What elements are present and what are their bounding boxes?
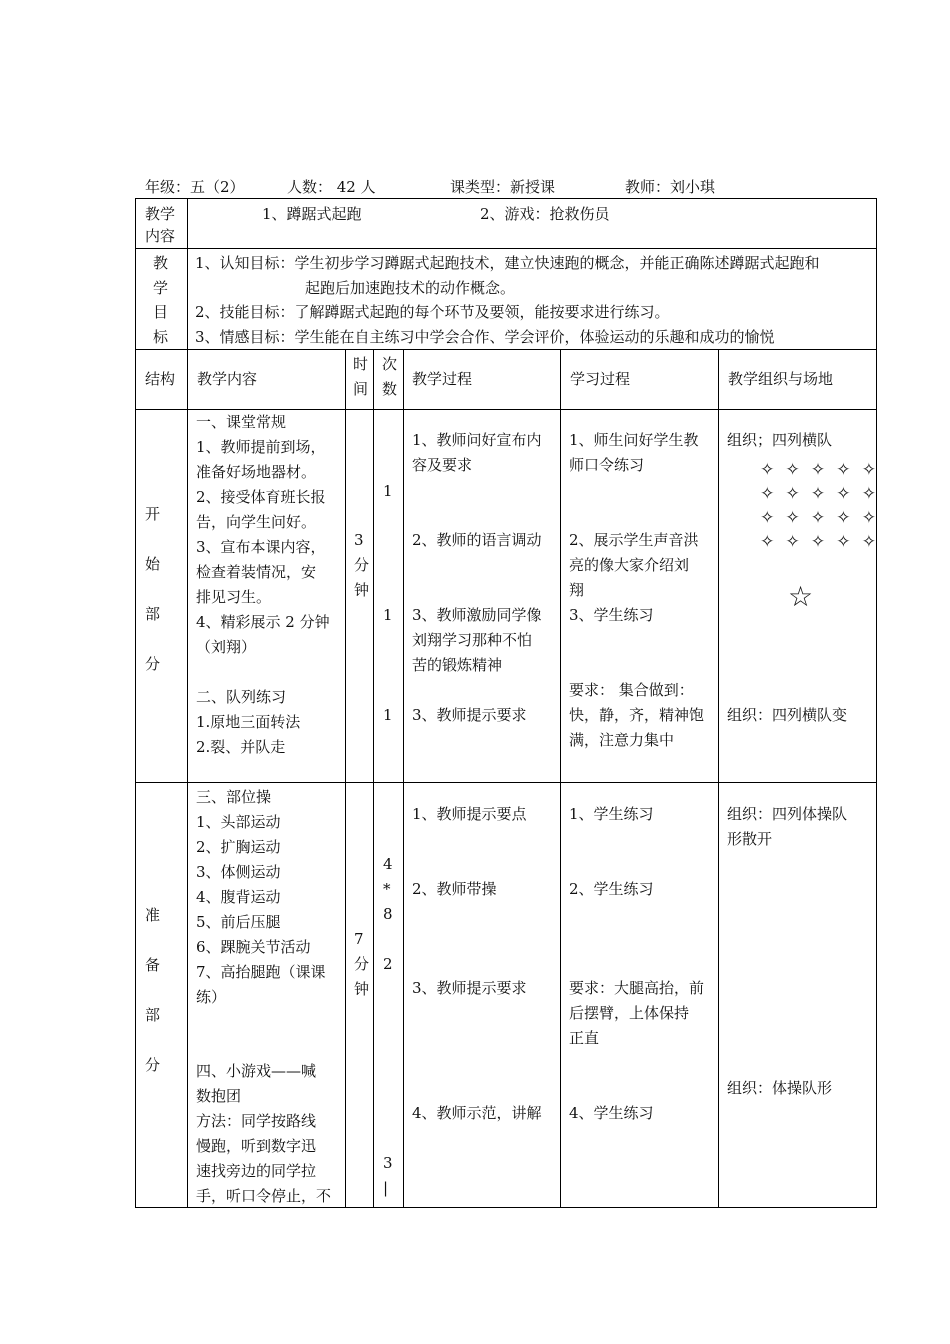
learn-line: 2、展示学生声音洪 (569, 531, 699, 549)
teach-line: 刘翔学习那种不怕 (412, 631, 533, 649)
section1-time-char: 分 (354, 556, 370, 574)
teach-line: 苦的锻炼精神 (412, 656, 503, 674)
learn-line: 3、学生练习 (569, 606, 654, 624)
teach-line: 4、教师示范，讲解 (412, 1104, 542, 1122)
grade-label: 年级：五（2） (145, 178, 245, 196)
section2-time-char: 7 (354, 930, 364, 948)
student-star-icon: ✧ (861, 532, 876, 552)
content-line: 1、教师提前到场， (196, 438, 326, 456)
student-star-icon: ✧ (861, 460, 876, 480)
content-item-2: 2、游戏：抢救伤员 (480, 205, 610, 223)
student-star-icon: ✧ (810, 532, 826, 552)
section1-name-char: 部 (145, 605, 161, 623)
student-star-icon: ✧ (785, 532, 800, 552)
col-header-organization: 教学组织与场地 (728, 370, 834, 388)
col-header-content: 教学内容 (197, 370, 258, 388)
reps-char: 8 (383, 905, 393, 923)
teach-line: 3、教师激励同学像 (412, 606, 542, 624)
formation-row (758, 506, 878, 530)
section2-org-1b: 形散开 (727, 830, 773, 848)
learn-line: 要求：大腿高抬，前 (569, 979, 705, 997)
learn-line: 快，静，齐，精神饱 (569, 706, 705, 724)
content-line: 告，向学生问好。 (196, 513, 317, 531)
content-line: 1、头部运动 (196, 813, 281, 831)
col-header-learning-process: 学习过程 (570, 370, 631, 388)
formation-row (758, 482, 878, 506)
teach-line: 3、教师提示要求 (412, 979, 527, 997)
reps-char: * (383, 880, 391, 898)
teach-line: 1、教师提示要点 (412, 805, 527, 823)
section1-time-char: 3 (354, 531, 364, 549)
student-star-icon: ✧ (760, 484, 775, 504)
col-header-teaching-process: 教学过程 (412, 370, 473, 388)
student-star-icon: ✧ (760, 508, 775, 528)
learn-line: 4、学生练习 (569, 1104, 654, 1122)
section1-reps: 1 (383, 606, 393, 624)
section2-name-char: 准 (145, 906, 161, 924)
learn-line: 要求： 集合做到： (569, 681, 694, 699)
section1-name-char: 分 (145, 655, 161, 673)
learn-line: 师口令练习 (569, 456, 645, 474)
teach-line: 容及要求 (412, 456, 473, 474)
student-star-icon: ✧ (836, 532, 851, 552)
teach-line: 2、教师带操 (412, 880, 497, 898)
content-row-label-1: 教学 (145, 205, 176, 223)
lesson-type-label: 课类型：新授课 (450, 178, 556, 196)
section1-reps: 1 (383, 482, 393, 500)
col-header-time-2: 间 (353, 380, 369, 398)
content-line: 速找旁边的同学拉 (196, 1162, 317, 1180)
student-star-icon: ✧ (861, 508, 876, 528)
goal-line-4: 3、情感目标：学生能在自主练习中学会合作、学会评价，体验运动的乐趣和成功的愉悦 (195, 328, 775, 346)
teach-line: 1、教师问好宣布内 (412, 431, 542, 449)
content-line: 一、课堂常规 (196, 413, 287, 431)
goal-line-2: 起跑后加速跑技术的动作概念。 (305, 279, 516, 297)
learn-line: 2、学生练习 (569, 880, 654, 898)
section2-org-1: 组织：四列体操队 (727, 805, 848, 823)
content-item-1: 1、蹲踞式起跑 (262, 205, 362, 223)
teacher-star-icon: ☆ (788, 580, 814, 613)
section1-name-char: 开 (145, 505, 161, 523)
learn-line: 翔 (569, 581, 585, 599)
section1-org-1: 组织；四列横队 (727, 431, 833, 449)
section2-org-2: 组织：体操队形 (727, 1079, 833, 1097)
col-header-time-1: 时 (353, 355, 369, 373)
learn-line: 1、师生问好学生教 (569, 431, 699, 449)
learn-line: 满，注意力集中 (569, 731, 675, 749)
goals-label-char: 目 (153, 303, 169, 321)
student-count-label: 人数： 42 人 (287, 178, 376, 196)
content-line: 手，听口令停止，不 (196, 1187, 332, 1205)
content-line: 四、小游戏——喊 (196, 1062, 317, 1080)
content-line: 检查着装情况，安 (196, 563, 317, 581)
student-star-icon: ✧ (785, 460, 800, 480)
content-line: 数抱团 (196, 1087, 242, 1105)
section1-time-char: 钟 (354, 581, 370, 599)
student-star-icon: ✧ (861, 484, 876, 504)
teacher-label: 教师：刘小琪 (625, 178, 716, 196)
content-line: 5、前后压腿 (196, 913, 281, 931)
content-line: 4、精彩展示 2 分钟 (196, 613, 330, 631)
content-line: 2、接受体育班长报 (196, 488, 326, 506)
content-line: 3、宣布本课内容， (196, 538, 326, 556)
student-formation (758, 458, 878, 554)
content-row-label-2: 内容 (145, 227, 176, 245)
student-star-icon: ✧ (810, 508, 826, 528)
section1-name-char: 始 (145, 555, 161, 573)
student-star-icon: ✧ (836, 508, 851, 528)
learn-line: 1、学生练习 (569, 805, 654, 823)
reps-char: | (383, 1179, 389, 1197)
goals-label-char: 标 (153, 328, 169, 346)
section2-time-char: 分 (354, 955, 370, 973)
reps-char: 4 (383, 855, 393, 873)
goal-line-1: 1、认知目标：学生初步学习蹲踞式起跑技术，建立快速跑的概念，并能正确陈述蹲踞式起跑和 (195, 254, 820, 272)
col-header-structure: 结构 (145, 370, 176, 388)
section2-time-char: 钟 (354, 980, 370, 998)
goals-label-char: 教 (153, 254, 169, 272)
content-line: 2.裂、并队走 (196, 738, 286, 756)
section1-org-2: 组织：四列横队变 (727, 706, 848, 724)
teach-line: 2、教师的语言调动 (412, 531, 542, 549)
goals-label-char: 学 (153, 279, 169, 297)
content-line: 6、踝腕关节活动 (196, 938, 311, 956)
learn-line: 后摆臂，上体保持 (569, 1004, 690, 1022)
content-line: 1.原地三面转法 (196, 713, 301, 731)
formation-row (758, 458, 878, 482)
content-line: 排见习生。 (196, 588, 272, 606)
formation-row (758, 530, 878, 554)
content-line: 准备好场地器材。 (196, 463, 317, 481)
teach-line: 3、教师提示要求 (412, 706, 527, 724)
student-star-icon: ✧ (785, 484, 800, 504)
content-line: 二、队列练习 (196, 688, 287, 706)
student-star-icon: ✧ (810, 460, 826, 480)
content-line: （刘翔） (196, 638, 257, 656)
reps-char: 3 (383, 1154, 393, 1172)
content-line: 慢跑，听到数字迅 (196, 1137, 317, 1155)
reps-char: 2 (383, 955, 393, 973)
student-star-icon: ✧ (760, 532, 775, 552)
student-star-icon: ✧ (836, 460, 851, 480)
student-star-icon: ✧ (760, 460, 775, 480)
col-header-reps-1: 次 (382, 355, 398, 373)
section2-name-char: 分 (145, 1056, 161, 1074)
learn-line: 正直 (569, 1029, 600, 1047)
content-line: 3、体侧运动 (196, 863, 281, 881)
section2-name-char: 备 (145, 956, 161, 974)
student-star-icon: ✧ (836, 484, 851, 504)
content-line: 2、扩胸运动 (196, 838, 281, 856)
col-header-reps-2: 数 (382, 380, 398, 398)
student-star-icon: ✧ (785, 508, 800, 528)
section1-reps: 1 (383, 706, 393, 724)
learn-line: 亮的像大家介绍刘 (569, 556, 690, 574)
content-line: 方法：同学按路线 (196, 1112, 317, 1130)
content-line: 练） (196, 988, 227, 1006)
student-star-icon: ✧ (810, 484, 826, 504)
content-line: 三、部位操 (196, 788, 272, 806)
content-line: 4、腹背运动 (196, 888, 281, 906)
content-line: 7、高抬腿跑（课课 (196, 963, 326, 981)
section2-name-char: 部 (145, 1006, 161, 1024)
goal-line-3: 2、技能目标：了解蹲踞式起跑的每个环节及要领，能按要求进行练习。 (195, 303, 670, 321)
lesson-header (145, 176, 885, 198)
